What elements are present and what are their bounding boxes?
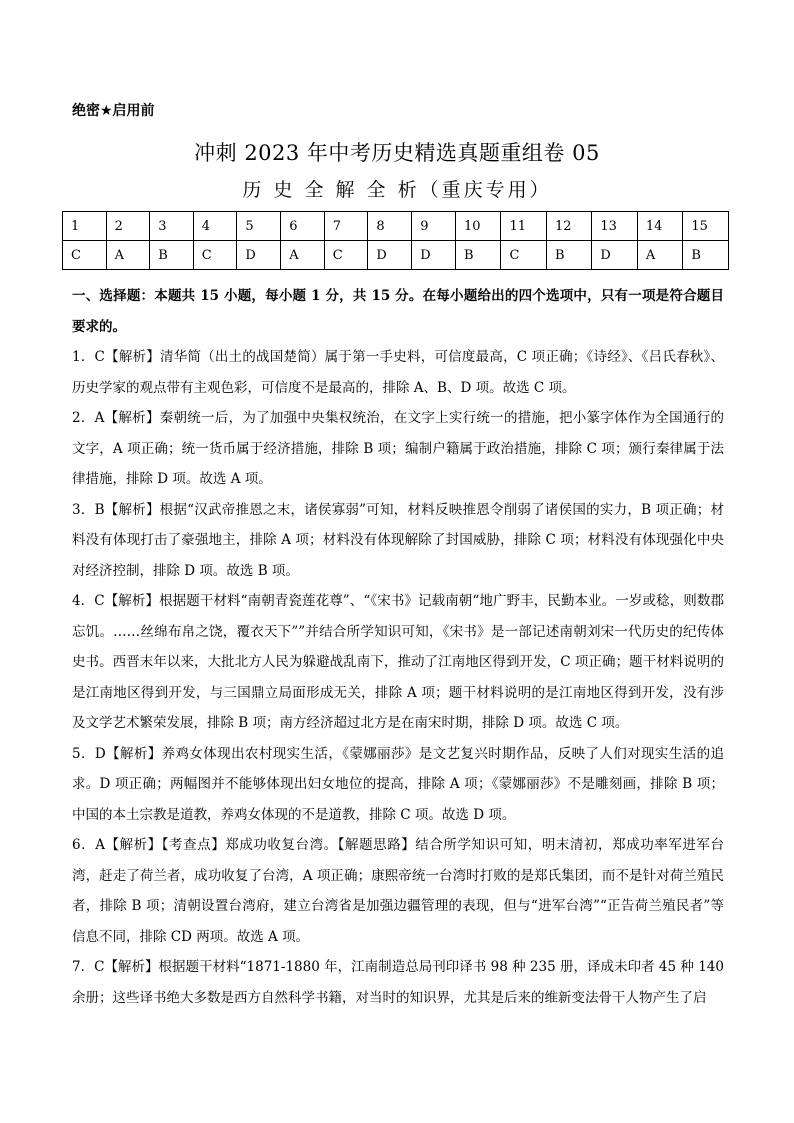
- section-heading: 一、选择题：本题共 15 小题，每小题 1 分，共 15 分。在每小题给出的四个选项中，只有一项是符合题目要求的。: [72, 288, 724, 335]
- answer-table-answer-row: [63, 241, 729, 270]
- answer-cell: B: [150, 241, 194, 270]
- answer-cell: A: [637, 241, 682, 270]
- answer-cell: B: [546, 241, 591, 270]
- explanation-item-3: 3．B【解析】根据“汉武帝推恩之末，诸侯寡弱”可知，材料反映推恩令削弱了诸侯国的实力，B 项正确；材料没有体现打击了豪强地主，排除 A 项；材料没有体现解除了封国威胁，排除 C 项；材料没有体现强化中央对经济控制，排除 D 项。故选 B 项。: [72, 501, 724, 579]
- answer-cell: A: [281, 241, 325, 270]
- explanation-item-5: 5．D【解析】养鸡女体现出农村现实生活，《蒙娜丽莎》是文艺复兴时期作品，反映了人们对现实生活的追求。D 项正确；两幅图并不能够体现出妇女地位的提高，排除 A 项；《蒙娜丽莎》不是雕刻画，排除 B 项；中国的本土宗教是道教，养鸡女体现的不是道教，排除 C 项。故选 D 项。: [72, 745, 724, 823]
- answer-cell: B: [456, 241, 501, 270]
- explanation-item-1: 1．C【解析】清华简（出土的战国楚简）属于第一手史料，可信度最高，C 项正确；《诗经》、《吕氏春秋》、历史学家的观点带有主观色彩，可信度不是最高的，排除 A、B、D 项。故选 C 项。: [72, 349, 724, 396]
- question-number: 13: [592, 212, 637, 241]
- answer-table: [62, 211, 729, 270]
- question-number: 7: [324, 212, 368, 241]
- question-number: 11: [501, 212, 546, 241]
- explanation-item-7: 7．C【解析】根据题干材料“1871-1880 年，江南制造总局刊印译书 98 种 235 册，译成未印者 45 种 140 余册；这些译书绝大多数是西方自然科学书籍，对当时的知识界，尤其是后来的维新变法骨干人物产生了启: [72, 959, 724, 1006]
- answer-cell: C: [193, 241, 237, 270]
- answer-cell: D: [592, 241, 637, 270]
- exam-subtitle: 历 史 全 解 全 析（重庆专用）: [242, 179, 552, 201]
- question-number: 1: [63, 212, 107, 241]
- answer-cell: B: [683, 241, 729, 270]
- question-number: 6: [281, 212, 325, 241]
- question-number: 15: [683, 212, 729, 241]
- question-number: 10: [456, 212, 501, 241]
- question-number: 5: [237, 212, 281, 241]
- explanation-item-6: 6．A【解析】【考查点】郑成功收复台湾。【解题思路】结合所学知识可知，明末清初，郑成功率军进军台湾，赶走了荷兰者，成功收复了台湾，A 项正确；康熙帝统一台湾时打败的是郑氏集团，而不是针对荷兰殖民者，排除 B 项；清朝设置台湾府，建立台湾省是加强边疆管理的表现，但与“进军台湾”“正告荷兰殖民者”等信息不同，排除 CD 两项。故选 A 项。: [72, 837, 724, 945]
- answer-cell: D: [237, 241, 281, 270]
- question-number: 14: [637, 212, 682, 241]
- explanation-item-2: 2．A【解析】秦朝统一后，为了加强中央集权统治，在文字上实行统一的措施，把小篆字体作为全国通行的文字，A 项正确；统一货币属于经济措施，排除 B 项；编制户籍属于政治措施，排除 C 项；颁行秦律属于法律措施，排除 D 项。故选 A 项。: [72, 410, 724, 487]
- answer-cell: C: [63, 241, 107, 270]
- answer-cell: A: [106, 241, 150, 270]
- question-number: 3: [150, 212, 194, 241]
- explanation-item-4: 4．C【解析】根据题干材料“南朝青瓷莲花尊”、“《宋书》记载南朝“地广野丰，民勤本业。一岁或稔，则数郡忘饥。……丝绵布帛之饶，覆衣天下””并结合所学知识可知，《宋书》是一部记述南朝刘宋一代历史的纪传体史书。西晋末年以来，大批北方人民为躲避战乱南下，推动了江南地区得到开发，C 项正确；题干材料说明的是江南地区得到开发，与三国鼎立局面形成无关，排除 A 项；题干材料说明的是江南地区得到开发，没有涉及文学艺术繁荣发展，排除 B 项；南方经济超过北方是在南宋时期，排除 D 项。故选 C 项。: [72, 593, 724, 731]
- exam-title: 冲刺 2023 年中考历史精选真题重组卷 05: [194, 141, 600, 165]
- question-number: 2: [106, 212, 150, 241]
- answer-cell: D: [368, 241, 412, 270]
- answer-cell: C: [324, 241, 368, 270]
- answer-table-number-row: [63, 212, 729, 241]
- question-number: 8: [368, 212, 412, 241]
- answer-cell: C: [501, 241, 546, 270]
- explanation-body: [72, 281, 724, 1013]
- question-number: 9: [412, 212, 456, 241]
- question-number: 4: [193, 212, 237, 241]
- secret-mark: 绝密★启用前: [72, 103, 155, 119]
- question-number: 12: [546, 212, 591, 241]
- answer-cell: D: [412, 241, 456, 270]
